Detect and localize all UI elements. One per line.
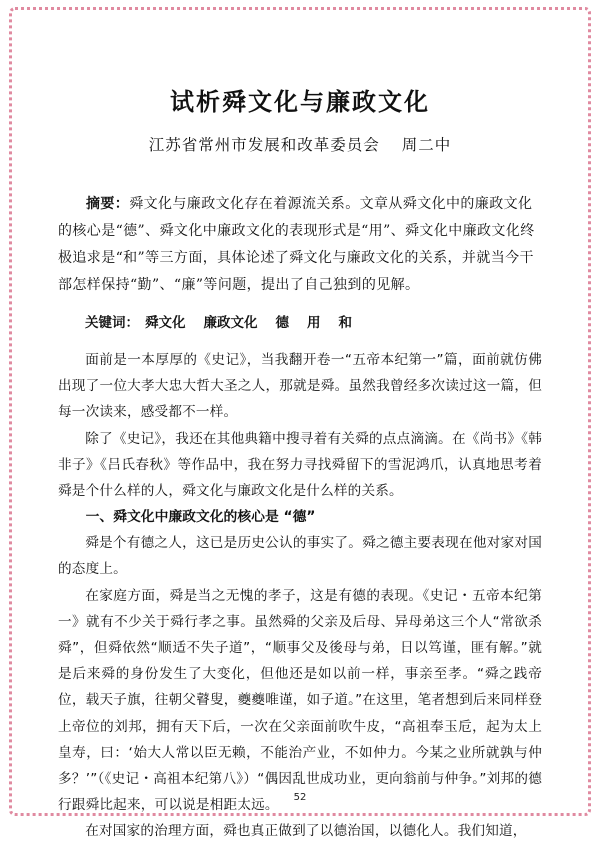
section-heading: 一、舜文化中廉政文化的核心是 “德” xyxy=(85,509,316,526)
page-number: 52 xyxy=(293,792,307,803)
body-paragraph: 面前是一本厚厚的《史记》，当我翻开卷一“五帝本纪第一”篇，面前就仿佛出现了一位大孝大忠大哲大圣之人，那就是舜。虽然我曾经多次读过这一篇，但每一次读来，感受都不一样。 xyxy=(58,352,542,421)
keyword: 舜文化 xyxy=(145,315,186,331)
keywords xyxy=(58,311,542,335)
abstract-text: 舜文化与廉政文化存在着源流关系。文章从舜文化中的廉政文化的核心是“德”、舜文化中廉政文化的表现形式是“用”、舜文化中廉政文化终极追求是“和”等三方面，具体论述了舜文化与廉政文化的关系，并就当今干部怎样保持“勤”、“廉”等问题，提出了自己独到的见解。 xyxy=(58,196,535,293)
abstract xyxy=(58,191,542,299)
body-paragraph: 除了《史记》，我还在其他典籍中搜寻着有关舜的点点滴滴。在《尚书》《韩非子》《吕氏春秋》等作品中，我在努力寻找舜留下的雪泥鸿爪，认真地思考着舜是个什么样的人，舜文化与廉政文化是什么样的关系。 xyxy=(58,430,542,500)
abstract-label: 摘要： xyxy=(86,196,130,212)
keywords-label: 关键词： xyxy=(85,315,139,331)
article-content xyxy=(58,82,542,845)
author-name: 周二中 xyxy=(401,136,452,154)
keyword: 德 xyxy=(275,315,289,331)
author-affiliation: 江苏省常州市发展和改革委员会 xyxy=(148,136,380,154)
author-line xyxy=(58,133,542,155)
keyword: 用 xyxy=(307,315,321,331)
body-paragraph: 舜是个有德之人，这已是历史公认的事实了。舜之德主要表现在他对家对国的态度上。 xyxy=(58,535,542,578)
article-title: 试析舜文化与廉政文化 xyxy=(170,88,430,116)
keyword: 和 xyxy=(338,315,352,331)
body-paragraph: 在家庭方面，舜是当之无愧的孝子，这是有德的表现。《史记・五帝本纪第一》就有不少关于舜行孝之事。虽然舜的父亲及后母、异母弟这三个人“常欲杀舜”，但舜依然“顺适不失子道”，“顺事父及後母与弟，日以笃谨，匪有解。”就是后来舜的身份发生了大变化，但他还是如以前一样，事亲至孝。“舜之践帝位，载天子旗，往朝父瞽叟，夔夔唯谨，如子道。”在这里，笔者想到后来同样登上帝位的刘邦，拥有天下后，一次在父亲面前吹牛皮，“高祖奉玉卮，起为太上皇寿，曰：‘始大人常以臣无赖，不能治产业，不如仲力。今某之业所就孰与仲多？’”（《史记・高祖本纪第八》）“偶因乱世成功业，更向翁前与仲争。”刘邦的德行跟舜比起来，可以说是相距太远。 xyxy=(58,587,542,814)
body-paragraph: 在对国家的治理方面，舜也真正做到了以德治国，以德化人。我们知道， xyxy=(85,823,527,840)
keyword: 廉政文化 xyxy=(203,315,258,331)
